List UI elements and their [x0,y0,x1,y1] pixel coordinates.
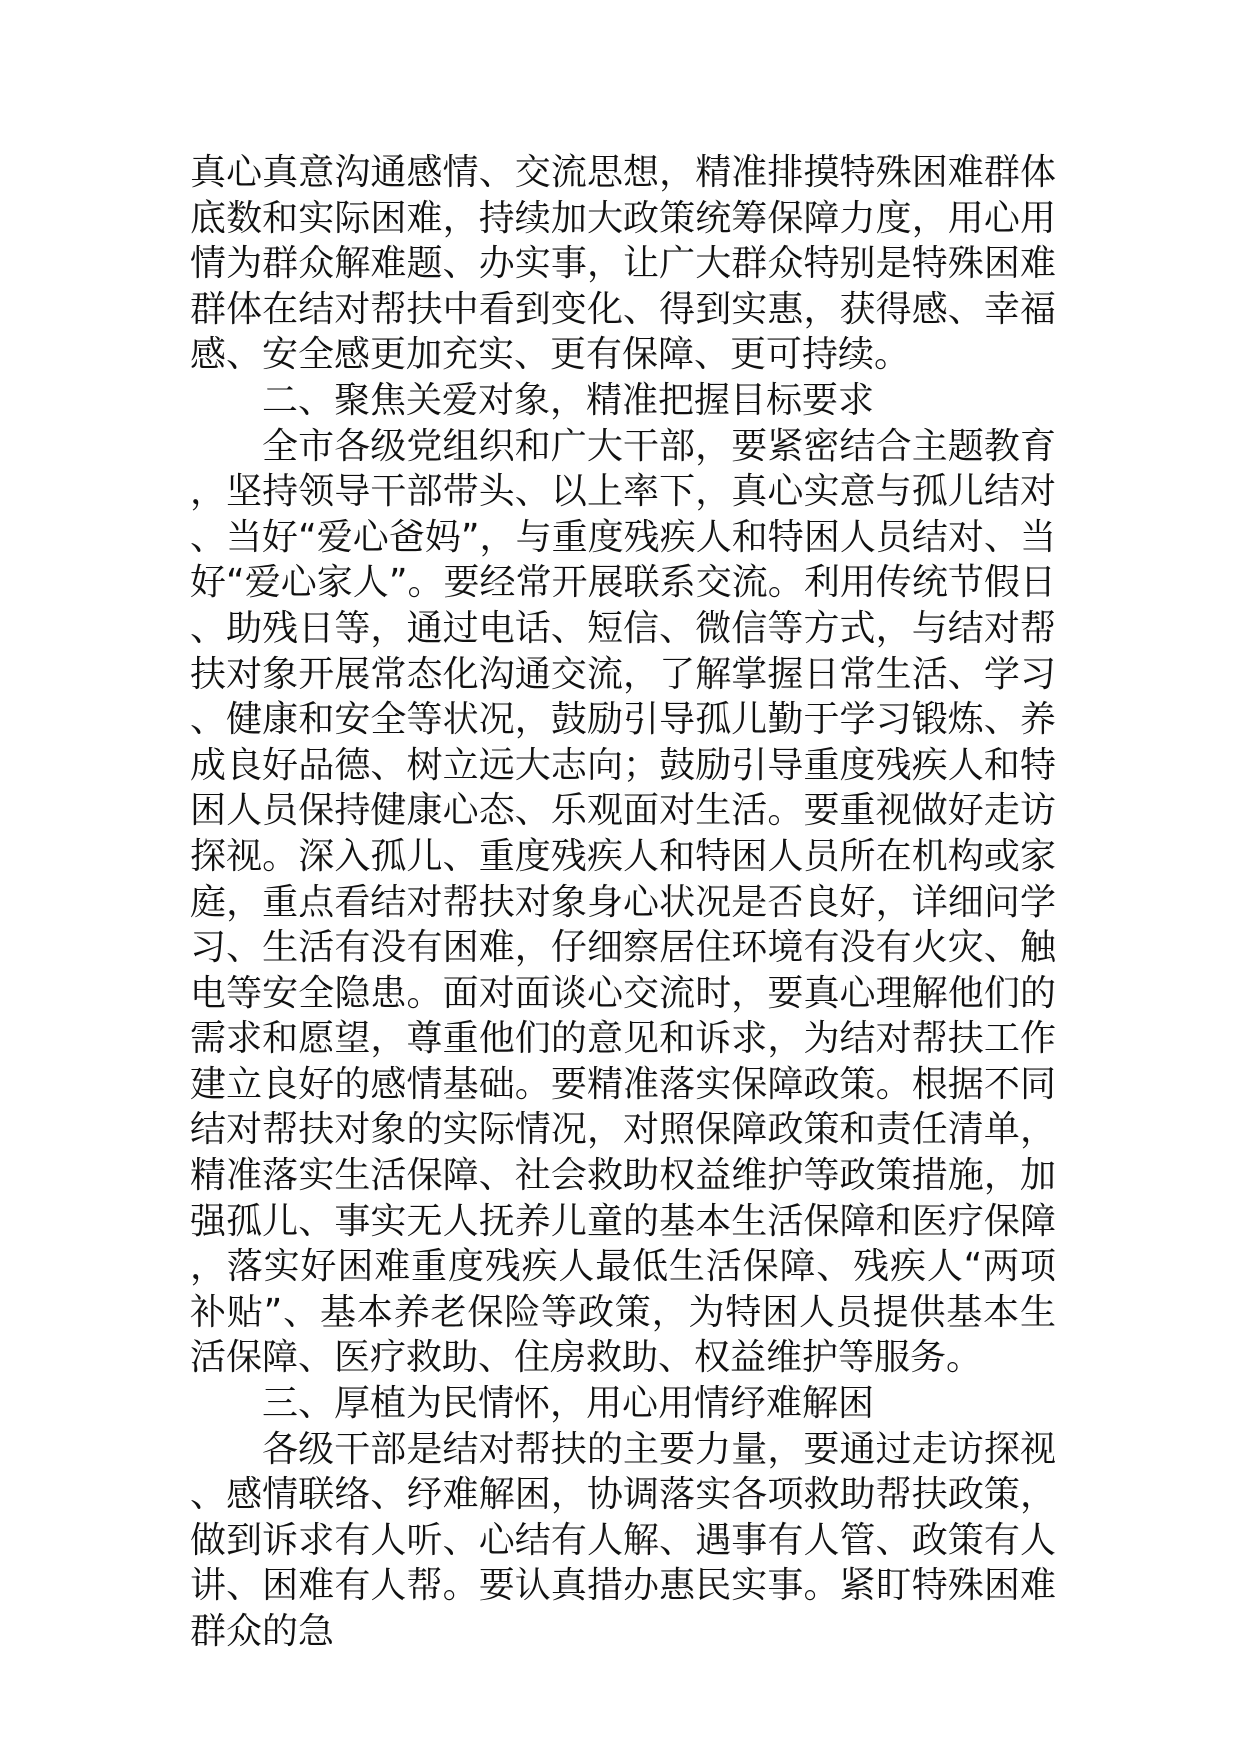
body-paragraph-1: 真心真意沟通感情、交流思想，精准排摸特殊困难群体底数和实际困难，持续加大政策统筹保障力度，用心用情为群众解难题、办实事，让广大群众特别是特殊困难群体在结对帮扶中看到变化、得到实惠，获得感、幸福感、安全感更加充实、更有保障、更可持续。 [190,152,1056,376]
document-page [190,150,1056,1655]
section-heading-2: 二、聚焦关爱对象，精准把握目标要求 [262,379,875,421]
section-heading-3: 三、厚植为民情怀，用心用情纾难解困 [262,1383,875,1425]
body-paragraph-3: 各级干部是结对帮扶的主要力量，要通过走访探视、感情联络、纾难解困，协调落实各项救助帮扶政策，做到诉求有人听、心结有人解、遇事有人管、政策有人讲、困难有人帮。要认真措办惠民实事。紧盯特殊困难群众的急 [190,1428,1056,1652]
body-paragraph-2: 全市各级党组织和广大干部，要紧密结合主题教育，坚持领导干部带头、以上率下，真心实意与孤儿结对、当好“爱心爸妈”，与重度残疾人和特困人员结对、当好“爱心家人”。要经常开展联系交流。利用传统节假日、助残日等，通过电话、短信、微信等方式，与结对帮扶对象开展常态化沟通交流，了解掌握日常生活、学习、健康和安全等状况，鼓励引导孤儿勤于学习锻炼、养成良好品德、树立远大志向；鼓励引导重度残疾人和特困人员保持健康心态、乐观面对生活。要重视做好走访探视。深入孤儿、重度残疾人和特困人员所在机构或家庭，重点看结对帮扶对象身心状况是否良好，详细问学习、生活有没有困难，仔细察居住环境有没有火灾、触电等安全隐患。面对面谈心交流时，要真心理解他们的需求和愿望，尊重他们的意见和诉求，为结对帮扶工作建立良好的感情基础。要精准落实保障政策。根据不同结对帮扶对象的实际情况，对照保障政策和责任清单，精准落实生活保障、社会救助权益维护等政策措施，加强孤儿、事实无人抚养儿童的基本生活保障和医疗保障，落实好困难重度残疾人最低生活保障、残疾人“两项补贴”、基本养老保险等政策，为特困人员提供基本生活保障、医疗救助、住房救助、权益维护等服务。 [190,425,1056,1379]
